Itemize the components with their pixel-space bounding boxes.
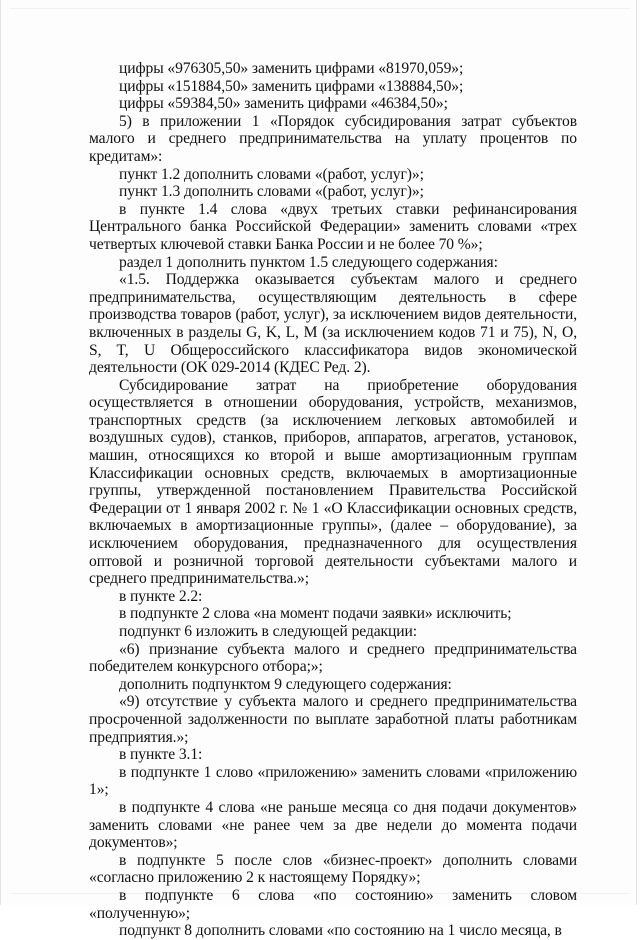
paragraph: в пункте 1.4 слова «двух третьих ставки рефинансирования Центрального банка Российской Федерации» заменить словами «трех четвертых ключевой ставки Банка России и не более 70 %»; bbox=[89, 200, 577, 253]
paragraph: пункт 1.3 дополнить словами «(работ, услуг)»; bbox=[119, 183, 424, 201]
paragraph: 5) в приложении 1 «Порядок субсидирования затрат субъектов малого и среднего предпринимательства на уплату процентов по кредитам»: bbox=[89, 112, 577, 165]
paragraph: Субсидирование затрат на приобретение оборудования осуществляется в отношении оборудования, устройств, механизмов, транспортных средств (за исключением легковых автомобилей и воздушных судов), станков, приборов, аппаратов, агрегатов, установок, машин, относящихся ко второй и выше амортизационным группам Классификации основных средств, включаемых в амортизационные группы, утвержденной постановлением Правительства Российской Федерации от 1 января 2002 г. № 1 «О Классификации основных средств, включаемых в амортизационные группы», (далее – оборудование), за исключением оборудования, предназначенного для осуществления оптовой и розничной торговой деятельности субъектами малого и среднего предпринимательства.»; bbox=[89, 376, 577, 588]
paragraph: в подпункте 5 после слов «бизнес-проект» дополнить словами «согласно приложению 2 к настоящему Порядку»; bbox=[89, 851, 577, 887]
paragraph: цифры «151884,50» заменить цифрами «138884,50»; bbox=[119, 77, 464, 95]
paragraph: цифры «59384,50» заменить цифрами «46384,50»; bbox=[119, 95, 448, 113]
scan-edge-mark bbox=[636, 0, 637, 905]
document-body bbox=[89, 60, 577, 940]
paragraph: «1.5. Поддержка оказывается субъектам малого и среднего предпринимательства, осуществляющим деятельность в сфере производства товаров (работ, услуг), за исключением видов деятельности, включенных в разделы G, K, L, M (за исключением кодов 71 и 75), N, O, S, T, U Общероссийского классификатора видов экономической деятельности (ОК 029-2014 (КДЕС Ред. 2). bbox=[89, 271, 577, 377]
paragraph: дополнить подпунктом 9 следующего содержания: bbox=[119, 675, 452, 693]
paragraph: подпункт 6 изложить в следующей редакции: bbox=[119, 623, 417, 640]
scan-edge-mark bbox=[0, 0, 1, 905]
paragraph: в подпункте 2 слова «на момент подачи заявки» исключить; bbox=[119, 605, 512, 623]
paragraph: цифры «976305,50» заменить цифрами «81970,059»; bbox=[119, 60, 464, 77]
paragraph: пункт 1.2 дополнить словами «(работ, услуг)»; bbox=[119, 165, 424, 183]
paragraph: в пункте 3.1: bbox=[119, 746, 203, 764]
paragraph: раздел 1 дополнить пунктом 1.5 следующего содержания: bbox=[119, 253, 498, 271]
paragraph: «6) признание субъекта малого и среднего предпринимательства победителем конкурсного отбора;»; bbox=[89, 640, 577, 676]
paragraph: подпункт 8 дополнить словами «по состоянию на 1 число месяца, в bbox=[119, 922, 562, 940]
paragraph: «9) отсутствие у субъекта малого и среднего предпринимательства просроченной задолженности по выплате заработной платы работникам предприятия.»; bbox=[89, 693, 577, 746]
paragraph: в подпункте 6 слова «по состоянию» заменить словом «полученную»; bbox=[89, 886, 577, 922]
paragraph: в пункте 2.2: bbox=[119, 587, 203, 605]
scan-edge-mark bbox=[10, 8, 630, 9]
paragraph: в подпункте 4 слова «не раньше месяца со дня подачи документов» заменить словами «не ранее чем за две недели до момента подачи документов»; bbox=[89, 798, 577, 852]
paragraph: в подпункте 1 слово «приложению» заменить словами «приложению 1»; bbox=[89, 763, 577, 799]
